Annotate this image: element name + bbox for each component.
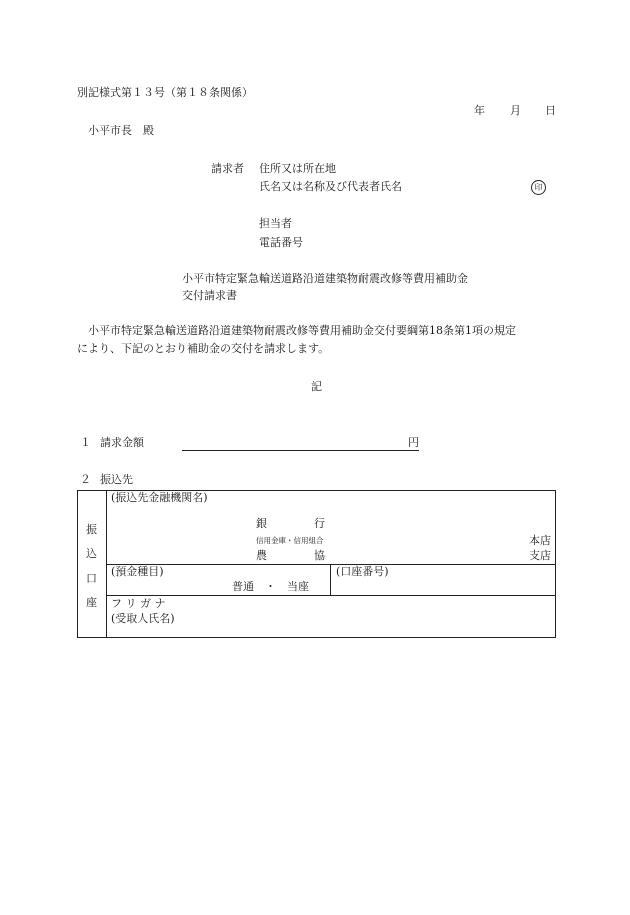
body-text-line2: により、下記のとおり補助金の交付を請求します。 [77,342,330,355]
side-label-2: 込 [86,547,97,560]
side-label-3: 口 [86,572,97,585]
requester-address-label: 住所又は所在地 [259,162,336,175]
recipient-name-header: (受取人氏名) [111,612,175,625]
bank-char-2: 行 [314,517,325,530]
document-title-line2: 交付請求書 [182,289,237,302]
side-label-4: 座 [86,596,97,609]
deposit-type-header: (預金種目) [111,565,164,578]
body-text-line1: 小平市特定緊急輸送道路沿道建築物耐震改修等費用補助金交付要綱第18条第1項の規定 [88,324,516,337]
addressee: 小平市長 殿 [88,124,154,137]
row-divider-1 [106,564,556,565]
side-label-1: 振 [86,523,97,536]
date-year: 年 [474,104,485,117]
date-day: 日 [545,104,556,117]
item2-number: ２ [80,473,91,486]
bank-char-1: 銀 [256,517,267,530]
date-month: 月 [510,104,521,117]
account-number-header: (口座番号) [336,565,389,578]
item1-label: 請求金額 [100,436,144,449]
ki-heading: 記 [311,380,322,393]
shinkin-label: 信用金庫・信用組合 [256,536,324,545]
nokyo-char-1: 農 [256,549,267,562]
contact-person-label: 担当者 [259,217,292,230]
requester-label: 請求者 [211,162,244,175]
document-title-line1: 小平市特定緊急輸送道路沿道建築物耐震改修等費用補助金 [182,272,468,285]
nokyo-char-2: 協 [314,549,325,562]
requester-name-label: 氏名又は名称及び代表者氏名 [259,180,402,193]
institution-header: (振込先金融機関名) [111,491,208,504]
main-branch-label: 本店 [529,534,551,547]
item1-number: １ [80,436,91,449]
form-number: 別記様式第１３号（第１８条関係） [77,86,253,99]
branch-label: 支店 [529,549,551,562]
amount-underline [182,450,419,451]
phone-number-label: 電話番号 [259,236,303,249]
deposit-column-divider [330,564,331,595]
item1-unit: 円 [408,436,419,449]
row-divider-2 [106,595,556,596]
seal-mark: 印 [531,180,546,195]
item2-label: 振込先 [100,473,133,486]
furigana-label: フ リ ガ ナ [111,597,166,610]
deposit-type-options: 普通 ・ 当座 [232,580,309,593]
